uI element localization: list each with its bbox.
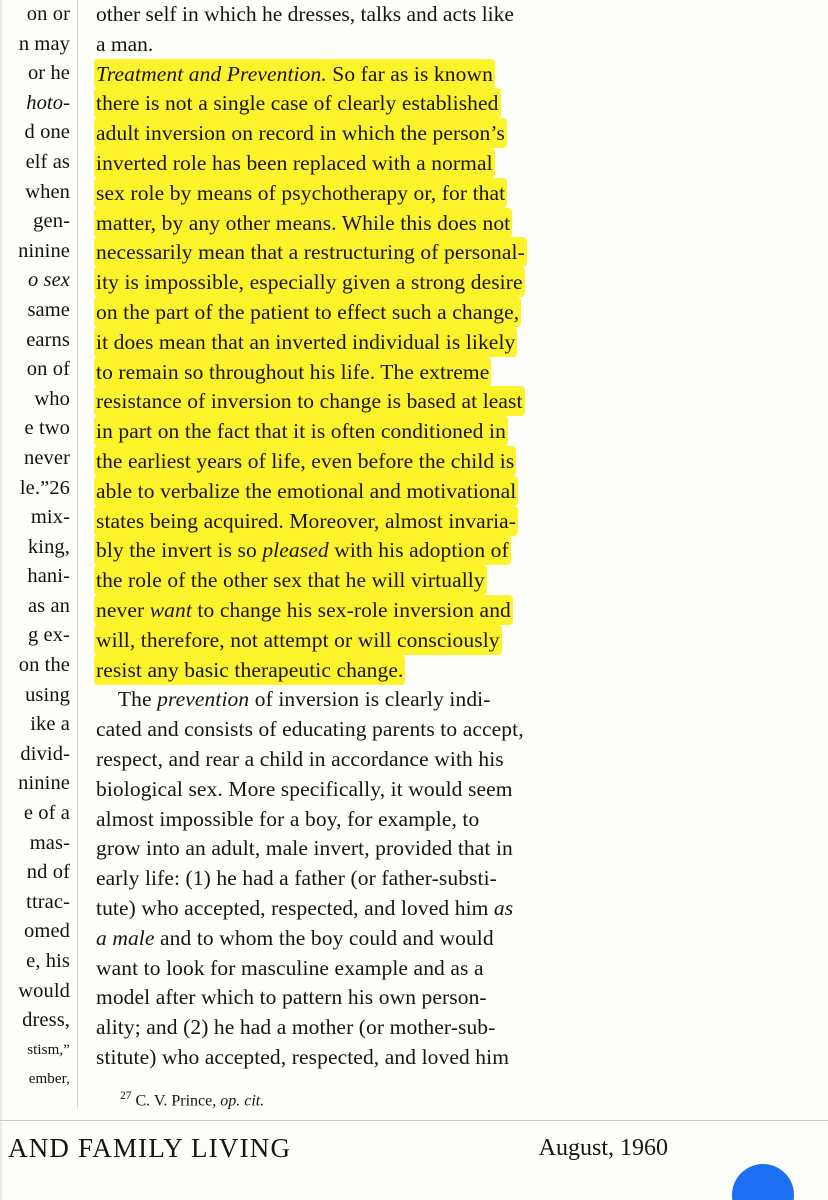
left-col-line: ttrac- — [26, 890, 70, 913]
left-col-line: divid- — [20, 742, 70, 765]
left-col-line: hani- — [27, 565, 70, 588]
footnote-marker: 27 — [120, 1090, 132, 1102]
left-col-line: never — [23, 446, 70, 469]
left-col-line: on the — [18, 654, 70, 677]
left-col-line: using — [25, 683, 70, 706]
text-line: model after which to pattern his own person- — [96, 985, 487, 1010]
left-col-line: elf as — [25, 150, 70, 173]
footer-journal-title: AND FAMILY LIVING — [8, 1133, 292, 1163]
left-col-line: mas- — [29, 831, 70, 854]
main-text-column — [96, 0, 674, 1073]
text-line: early life: (1) he had a father (or father-substi- — [96, 866, 497, 891]
highlighted-line: adult inversion on record in which the person’s — [96, 121, 505, 146]
left-col-line: mix- — [30, 506, 70, 529]
left-col-line: omed — [24, 920, 70, 943]
text-line: stitute) who accepted, respected, and loved him — [96, 1044, 510, 1069]
highlighted-line: resistance of inversion to change is based at least — [96, 389, 523, 414]
highlighted-line: matter, by any other means. While this does not — [96, 210, 511, 235]
highlighted-line: in part on the fact that it is often conditioned in — [96, 419, 506, 444]
left-col-line: dress, — [22, 1009, 70, 1032]
highlighted-line: able to verbalize the emotional and motivational — [96, 478, 517, 503]
highlighted-line: sex role by means of psychotherapy or, for that — [96, 180, 506, 205]
highlighted-line: will, therefore, not attempt or will consciously — [96, 627, 500, 652]
running-footer — [0, 1133, 828, 1183]
left-col-line: ember, — [28, 1071, 70, 1085]
left-col-line: n may — [18, 32, 70, 55]
highlighted-line: never want to change his sex-role inversion and — [96, 597, 511, 622]
left-col-line: or he — [27, 62, 70, 85]
left-col-line: e of a — [23, 802, 70, 825]
text-line: almost impossible for a boy, for example, to — [96, 806, 480, 831]
left-col-line: on of — [26, 358, 70, 381]
highlighted-line: inverted role has been replaced with a normal — [96, 150, 493, 175]
highlighted-line: the earliest years of life, even before the child is — [96, 448, 515, 473]
left-col-line: ninine — [18, 239, 70, 262]
text-line: biological sex. More specifically, it would seem — [96, 776, 513, 801]
footnote-text: C. V. Prince, — [135, 1092, 217, 1110]
highlighted-paragraph — [96, 60, 674, 686]
left-col-line: who — [34, 387, 70, 410]
left-col-line: e, his — [26, 950, 70, 972]
left-col-line: same — [27, 298, 70, 321]
highlighted-line: states being acquired. Moreover, almost invaria- — [96, 508, 517, 533]
left-partial-column — [0, 0, 74, 1085]
left-col-line: e two — [24, 417, 70, 440]
left-col-line: as an — [27, 594, 70, 617]
text-line: a male and to whom the boy could and would — [96, 925, 494, 950]
left-col-line: earns — [26, 328, 70, 351]
left-col-line: would — [18, 979, 70, 1002]
highlighted-line: the role of the other sex that he will virtually — [96, 568, 485, 593]
left-col-line: king, — [27, 535, 70, 558]
highlighted-line: Treatment and Prevention. So far as is known — [96, 61, 493, 86]
text-line: ality; and (2) he had a mother (or mother-sub- — [96, 1015, 496, 1040]
highlighted-line: on the part of the patient to effect such a change, — [96, 299, 520, 324]
prevention-paragraph — [96, 685, 674, 1072]
highlighted-line: bly the invert is so pleased with his adoption of — [96, 538, 509, 563]
left-col-line: ike a — [30, 713, 70, 736]
highlighted-line: necessarily mean that a restructuring of personal- — [96, 240, 525, 265]
paragraph-fragment-top — [96, 0, 674, 60]
left-col-line: o sex — [27, 269, 70, 292]
highlighted-line: it does mean that an inverted individual is likely — [96, 329, 516, 354]
footer-issue-date: August, 1960 — [538, 1135, 668, 1161]
highlighted-line: resist any basic therapeutic change. — [96, 657, 404, 682]
highlighted-line: there is not a single case of clearly established — [96, 91, 499, 116]
text-line: The prevention of inversion is clearly indi- — [96, 687, 491, 712]
left-col-line: ninine — [18, 772, 70, 795]
left-col-line: stism,” — [27, 1041, 70, 1058]
text-line: a man. — [96, 31, 154, 56]
page-fold-line — [77, 0, 78, 1108]
footnote-citation: op. cit. — [220, 1092, 265, 1110]
left-col-line: le.”26 — [19, 476, 70, 499]
text-line: grow into an adult, male invert, provided that in — [96, 836, 513, 861]
left-col-line: hoto- — [26, 91, 70, 114]
text-line: respect, and rear a child in accordance with his — [96, 746, 504, 771]
left-col-line: when — [25, 180, 70, 203]
left-col-line: d one — [24, 121, 70, 144]
text-line: cated and consists of educating parents to accept, — [96, 717, 524, 742]
text-line: other self in which he dresses, talks and acts like — [96, 2, 514, 26]
left-col-line: gen- — [33, 210, 70, 233]
text-line: tute) who accepted, respected, and loved him as — [96, 895, 514, 920]
left-col-line: on or — [26, 3, 70, 25]
left-col-line: g ex- — [27, 624, 70, 647]
highlighted-line: to remain so throughout his life. The extreme — [96, 359, 490, 384]
footnote — [120, 1086, 264, 1111]
text-line: want to look for masculine example and as a — [96, 955, 484, 980]
paragraph-heading: Treatment and Prevention. — [96, 61, 327, 86]
highlighted-line: ity is impossible, especially given a strong desire — [96, 270, 523, 295]
left-col-line: nd of — [26, 861, 70, 884]
footer-divider — [0, 1120, 828, 1121]
